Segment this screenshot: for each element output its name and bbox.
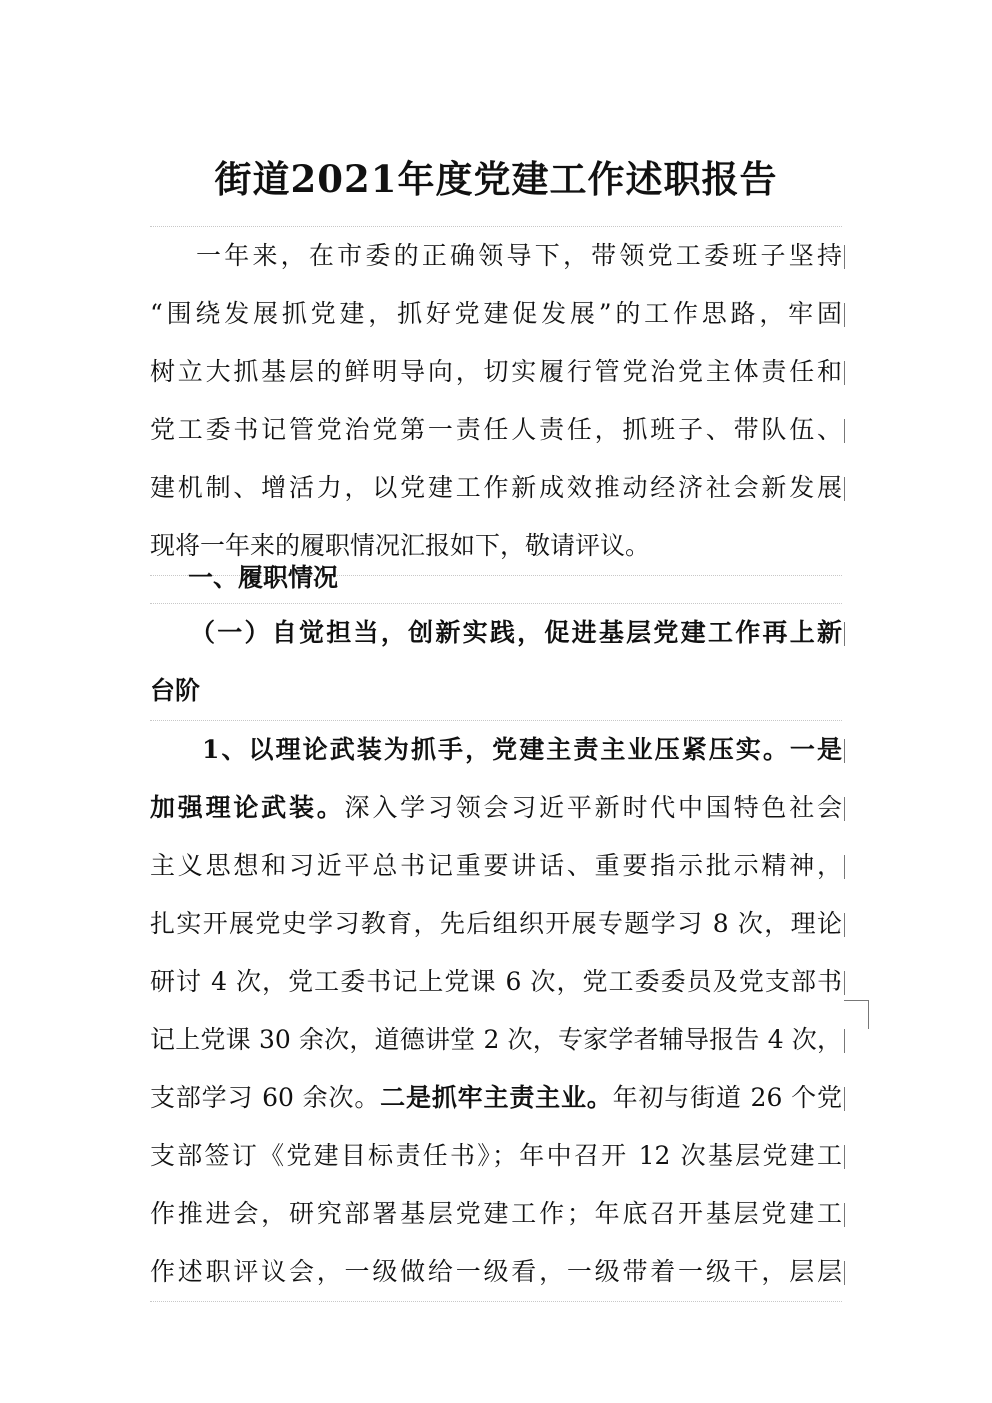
intro-line: 党工委书记管党治党第一责任人责任，抓班子、带队伍、 — [150, 401, 842, 459]
body-line — [150, 1069, 842, 1127]
body-line: 记上党课 30 余次，道德讲堂 2 次，专家学者辅导报告 4 次， — [150, 1011, 842, 1069]
body-line: 1、以理论武装为抓手，党建主责主业压紧压实。一是 — [150, 721, 842, 779]
intro-line: 一年来，在市委的正确领导下，带领党工委班子坚持 — [150, 227, 842, 285]
subsection-heading-line: （一）自觉担当，创新实践，促进基层党建工作再上新 — [150, 604, 842, 662]
section-heading: 一、履职情况 — [188, 563, 339, 592]
intro-paragraph — [150, 226, 842, 576]
body-line: 扎实开展党史学习教育，先后组织开展专题学习 8 次，理论 — [150, 895, 842, 953]
body-text: 支部学习 60 余次。 — [150, 1083, 381, 1112]
body-line: 主义思想和习近平总书记重要讲话、重要指示批示精神， — [150, 837, 842, 895]
document-title: 街道2021年度党建工作述职报告 — [214, 156, 778, 201]
emphasis-text: 二是抓牢主责主业。 — [380, 1083, 613, 1112]
subsection-heading — [150, 603, 842, 721]
body-line — [150, 779, 842, 837]
body-line: 支部签订《党建目标责任书》；年中召开 12 次基层党建工 — [150, 1127, 842, 1185]
body-line: 作推进会，研究部署基层党建工作；年底召开基层党建工 — [150, 1185, 842, 1243]
body-paragraph — [150, 720, 842, 1302]
body-line: 研讨 4 次，党工委书记上党课 6 次，党工委委员及党支部书 — [150, 953, 842, 1011]
subsection-heading-line: 台阶 — [150, 676, 201, 705]
body-line: 作述职评议会，一级做给一级看，一级带着一级干，层层 — [150, 1243, 842, 1301]
body-text: 年初与街道 26 个党 — [612, 1083, 842, 1112]
intro-line: 现将一年来的履职情况汇报如下，敬请评议。 — [150, 531, 651, 560]
intro-line: 树立大抓基层的鲜明导向，切实履行管党治党主体责任和 — [150, 343, 842, 401]
emphasis-text: 加强理论武装。 — [150, 793, 345, 822]
body-text: 深入学习领会习近平新时代中国特色社会 — [344, 793, 842, 822]
margin-corner-mark — [844, 1000, 869, 1029]
intro-line: 建机制、增活力，以党建工作新成效推动经济社会新发展 — [150, 459, 842, 517]
intro-line: “围绕发展抓党建，抓好党建促发展”的工作思路，牢固 — [150, 285, 842, 343]
